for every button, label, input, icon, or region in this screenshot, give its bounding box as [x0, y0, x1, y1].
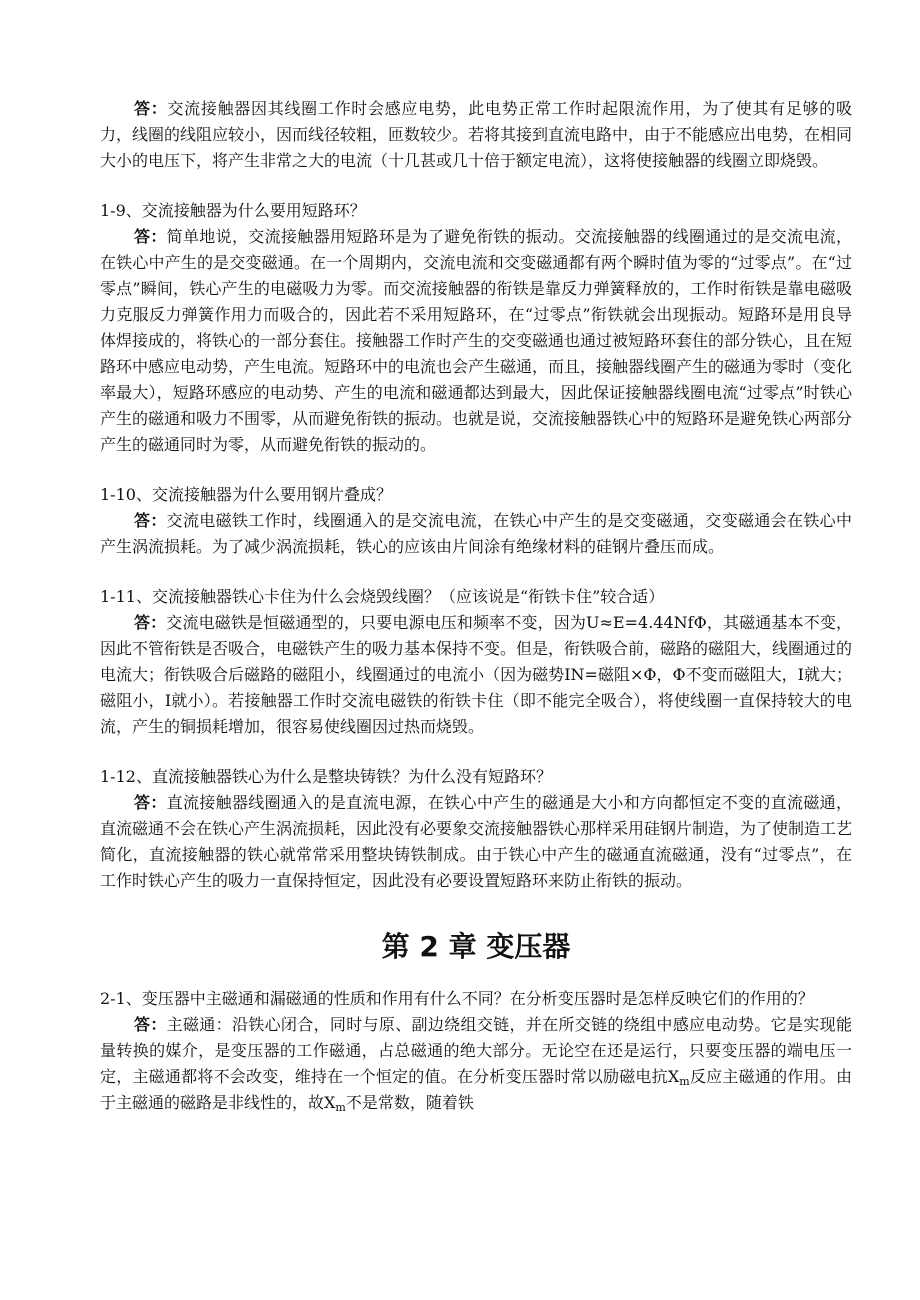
answer-text: 反应主磁通的作用。由于主磁通的磁路是非线性的，故: [100, 1067, 852, 1112]
answer-text: 直流接触器线圈通入的是直流电源，在铁心中产生的磁通是大小和方向都恒定不变的直流磁通，直流磁通不会在铁心产生涡流损耗，因此没有必要象交流接触器铁心那样采用硅钢片制造，为了使制造工艺简化，直流接触器的铁心就常常采用整块铸铁制成。由于铁心中产生的磁通直流磁通，没有“过零点”，在工作时铁心产生的吸力一直保持恒定，因此没有必要设置短路环来防止衔铁的振动。: [100, 793, 853, 890]
question-1-10: 1-10、交流接触器为什么要用钢片叠成？: [100, 485, 392, 504]
answer-text: 不是常数，随着铁: [345, 1093, 474, 1112]
answer-text: 交流电磁铁工作时，线圈通入的是交流电流，在铁心中产生的是交变磁通，交变磁通会在铁心中产生涡流损耗。为了减少涡流损耗，铁心的应该由片间涂有绝缘材料的硅钢片叠压而成。: [100, 511, 852, 556]
chapter-heading: 第 2 章 变压器: [381, 930, 571, 963]
answer-paragraph-1-9: [100, 224, 852, 458]
answer-text: 交流接触器因其线圈工作时会感应电势，此电势正常工作时起限流作用，为了使其有足够的吸力，线圈的线阻应较小，因而线径较粗，匝数较少。若将其接到直流电路中，由于不能感应出电势，在相同大小的电压下，将产生非常之大的电流（十几甚或几十倍于额定电流），这将使接触器的线圈立即烧毁。: [100, 99, 853, 170]
symbol-xm: $X_m$: [324, 1093, 346, 1114]
answer-label: 答：: [134, 613, 167, 632]
answer-text: 交流电磁铁是恒磁通型的，只要电源电压和频率不变，因为U≈E=4.44NfΦ，其磁通基本不变，因此不管衔铁是否吸合，电磁铁产生的吸力基本保持不变。但是，衔铁吸合前，磁路的磁阻大，线圈通过的电流大；衔铁吸合后磁路的磁阻小，线圈通过的电流小（因为磁势IN=磁阻×Φ，Φ不变而磁阻大，I就大；磁阻小，I就小）。若接触器工作时交流电磁铁的衔铁卡住（即不能完全吸合），将使线圈一直保持较大的电流，产生的铜损耗增加，很容易使线圈因过热而烧毁。: [100, 613, 853, 736]
answer-label: 答：: [134, 99, 168, 118]
answer-text: 主磁通：沿铁心闭合，同时与原、副边绕组交链，并在所交链的绕组中感应电动势。它是实现能量转换的媒介，是变压器的工作磁通，占总磁通的绝大部分。无论空在还是运行，只要变压器的端电压一定，主磁通都将不会改变，维持在一个恒定的值。在分析变压器时常以励磁电抗: [100, 1015, 852, 1086]
answer-paragraph-2-1: [100, 1012, 852, 1116]
answer-paragraph-1-11: [100, 610, 852, 740]
answer-label: 答：: [134, 793, 167, 812]
question-2-1: 2-1、变压器中主磁通和漏磁通的性质和作用有什么不同？在分析变压器时是怎样反映它们的作用的？: [100, 989, 814, 1008]
answer-text: 简单地说，交流接触器用短路环是为了避免衔铁的振动。交流接触器的线圈通过的是交流电流，在铁心中产生的是交变磁通。在一个周期内，交流电流和交变磁通都有两个瞬时值为零的“过零点”。在“过零点”瞬间，铁心产生的电磁吸力为零。而交流接触器的衔铁是靠反力弹簧释放的，工作时衔铁是靠电磁吸力克服反力弹簧作用力而吸合的，因此若不采用短路环，在“过零点”衔铁就会出现振动。短路环是用良导体焊接成的，将铁心的一部分套住。接触器工作时产生的交变磁通也通过被短路环套住的部分铁心，且在短路环中感应电动势，产生电流。短路环中的电流也会产生磁通，而且，接触器线圈产生的磁通为零时（变化率最大），短路环感应的电动势、产生的电流和磁通都达到最大，因此保证接触器线圈电流“过零点”时铁心产生的磁通和吸力不围零，从而避免衔铁的振动。也就是说，交流接触器铁心中的短路环是避免铁心两部分产生的磁通同时为零，从而避免衔铁的振动的。: [100, 227, 853, 454]
question-1-9: 1-9、交流接触器为什么要用短路环？: [100, 201, 366, 220]
answer-label: 答：: [134, 227, 167, 246]
symbol-xm: $X_m$: [667, 1067, 690, 1088]
answer-paragraph-1-10: [100, 508, 852, 560]
answer-paragraph-1-8: [100, 96, 852, 174]
document-page: [100, 96, 852, 1116]
question-1-11: 1-11、交流接触器铁心卡住为什么会烧毁线圈？（应该说是“衔铁卡住”较合适）: [100, 587, 665, 606]
question-1-12: 1-12、直流接触器铁心为什么是整块铸铁？为什么没有短路环？: [100, 767, 552, 786]
answer-label: 答：: [134, 1015, 167, 1034]
answer-label: 答：: [134, 511, 167, 530]
answer-paragraph-1-12: [100, 790, 852, 894]
